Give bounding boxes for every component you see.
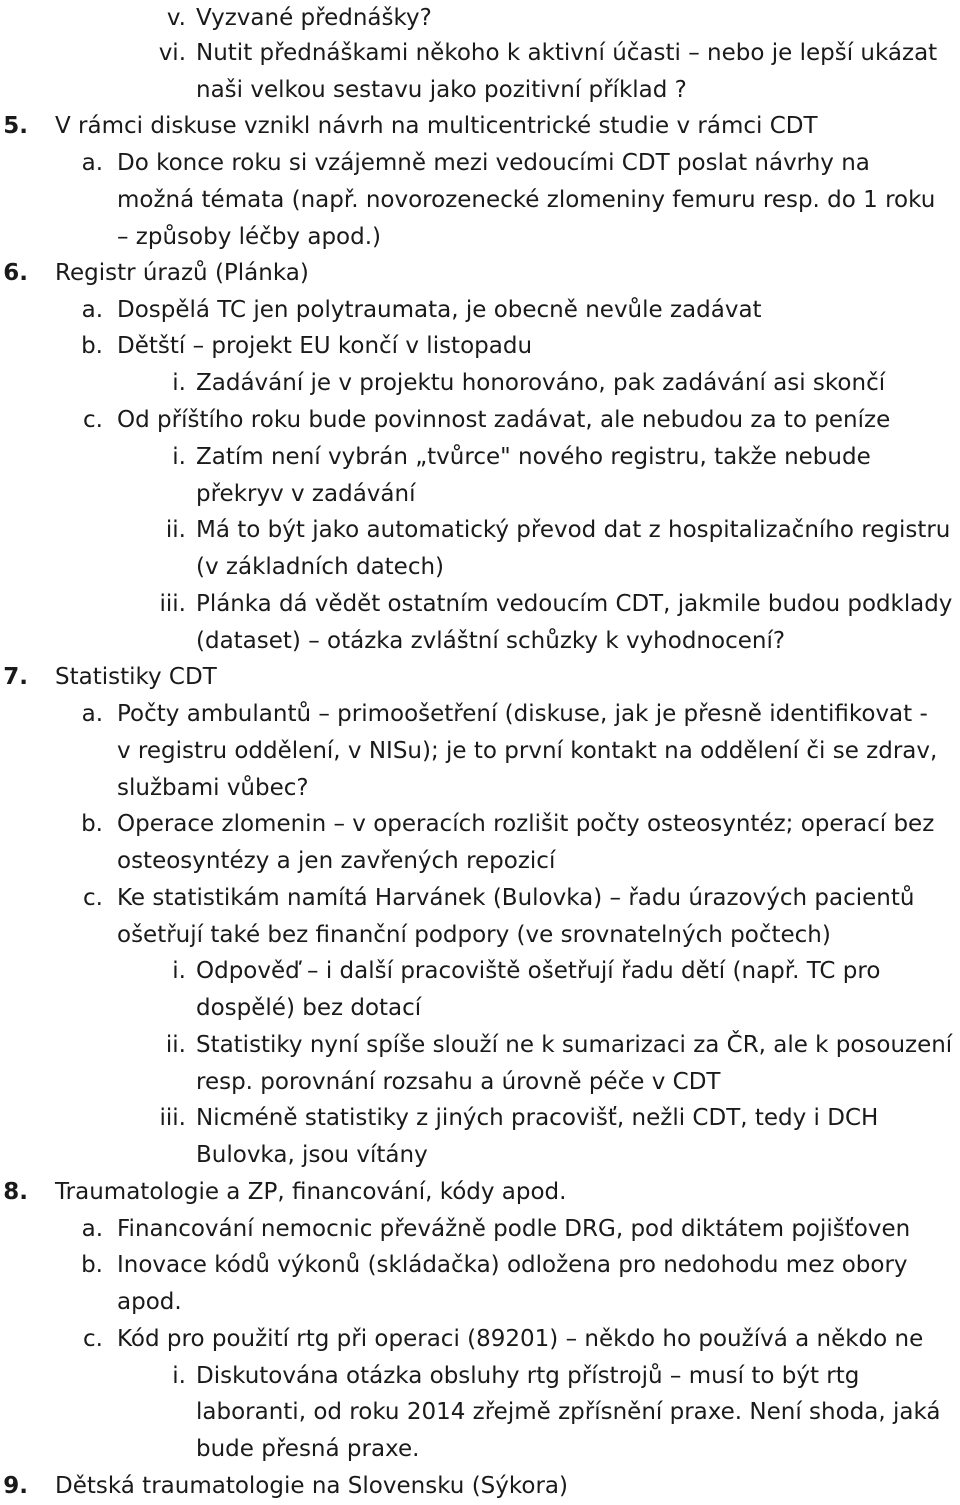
list-item-text: naši velkou sestavu jako pozitivní příklad ? [196, 77, 687, 103]
list-item-text: apod. [117, 1289, 182, 1315]
list-item-text: Má to být jako automatický převod dat z hospitalizačního registru [196, 517, 951, 543]
list-marker: c. [83, 1326, 103, 1352]
list-item-text: Do konce roku si vzájemně mezi vedoucími CDT poslat návrhy na [117, 150, 870, 176]
list-item-text: ošetřují také bez finanční podpory (ve srovnatelných počtech) [117, 922, 831, 948]
list-item-text: Diskutována otázka obsluhy rtg přístrojů – musí to být rtg [196, 1363, 860, 1389]
list-marker: b. [81, 1252, 103, 1278]
list-item-text: službami vůbec? [117, 775, 309, 801]
list-marker: i. [172, 370, 186, 396]
list-item-text: Zatím není vybrán „tvůrce" nového registru, takže nebude [196, 444, 871, 470]
list-item-text: Zadávání je v projektu honorováno, pak zadávání asi skončí [196, 370, 886, 396]
list-item-text: Počty ambulantů – primoošetření (diskuse, jak je přesně identifikovat - [117, 701, 928, 727]
list-item-text: Financování nemocnic převážně podle DRG, pod diktátem pojišťoven [117, 1216, 911, 1242]
list-item-text: (dataset) – otázka zvláštní schůzky k vyhodnocení? [196, 628, 786, 654]
list-item-text: překryv v zadávání [196, 481, 416, 507]
list-item-text: Od příštího roku bude povinnost zadávat, ale nebudou za to peníze [117, 407, 891, 433]
list-item-text: možná témata (např. novorozenecké zlomeniny femuru resp. do 1 roku [117, 187, 936, 213]
list-item-text: dospělé) bez dotací [196, 995, 422, 1021]
list-item-text: Ke statistikám namítá Harvánek (Bulovka) – řadu úrazových pacientů [117, 885, 915, 911]
list-item-text: (v základních datech) [196, 554, 445, 580]
list-marker: i. [172, 958, 186, 984]
list-item-text: Nutit přednáškami někoho k aktivní účasti – nebo je lepší ukázat [196, 40, 938, 66]
list-marker: iii. [159, 1105, 186, 1131]
list-item-text: Statistiky CDT [55, 664, 217, 690]
list-item-text: Vyzvané přednášky? [196, 5, 432, 31]
list-item-text: Registr úrazů (Plánka) [55, 260, 309, 286]
list-marker: b. [81, 811, 103, 837]
list-item-text: laboranti, od roku 2014 zřejmě zpřísnění praxe. Není shoda, jaká [196, 1399, 941, 1425]
list-marker: 6. [3, 260, 28, 286]
list-item-text: – způsoby léčby apod.) [117, 224, 381, 250]
list-item-text: V rámci diskuse vznikl návrh na multicentrické studie v rámci CDT [55, 113, 818, 139]
list-marker: 7. [3, 664, 28, 690]
list-item-text: Nicméně statistiky z jiných pracovišť, nežli CDT, tedy i DCH [196, 1105, 879, 1131]
list-marker: c. [83, 407, 103, 433]
list-item-text: Kód pro použití rtg při operaci (89201) – někdo ho používá a někdo ne [117, 1326, 924, 1352]
list-item-text: bude přesná praxe. [196, 1436, 420, 1462]
list-item-text: Plánka dá vědět ostatním vedoucím CDT, jakmile budou podklady [196, 591, 953, 617]
list-item-text: resp. porovnání rozsahu a úrovně péče v CDT [196, 1069, 721, 1095]
list-marker: i. [172, 444, 186, 470]
list-item-text: Statistiky nyní spíše slouží ne k sumarizaci za ČR, ale k posouzení [196, 1032, 953, 1058]
list-item-text: Dětští – projekt EU končí v listopadu [117, 333, 533, 359]
list-marker: a. [81, 701, 103, 727]
list-marker: 8. [3, 1179, 28, 1205]
list-item-text: Inovace kódů výkonů (skládačka) odložena pro nedohodu mez obory [117, 1252, 908, 1278]
list-marker: v. [166, 5, 186, 31]
list-item-text: Operace zlomenin – v operacích rozlišit počty osteosyntéz; operací bez [117, 811, 935, 837]
list-item-text: Dospělá TC jen polytraumata, je obecně nevůle zadávat [117, 297, 762, 323]
list-marker: vi. [158, 40, 186, 66]
list-marker: ii. [165, 1032, 186, 1058]
list-item-text: v registru oddělení, v NISu); je to první kontakt na oddělení či se zdrav, [117, 738, 938, 764]
list-item-text: Traumatologie a ZP, financování, kódy apod. [55, 1179, 567, 1205]
list-item-text: Bulovka, jsou vítány [196, 1142, 428, 1168]
list-marker: a. [81, 297, 103, 323]
list-marker: b. [81, 333, 103, 359]
list-marker: ii. [165, 517, 186, 543]
list-marker: a. [81, 150, 103, 176]
list-marker: 9. [3, 1473, 28, 1499]
list-marker: i. [172, 1363, 186, 1389]
list-item-text: Dětská traumatologie na Slovensku (Sýkora) [55, 1473, 568, 1499]
list-marker: c. [83, 885, 103, 911]
list-marker: iii. [159, 591, 186, 617]
list-marker: a. [81, 1216, 103, 1242]
list-marker: 5. [3, 113, 28, 139]
list-item-text: osteosyntézy a jen zavřených repozicí [117, 848, 556, 874]
list-item-text: Odpověď – i další pracoviště ošetřují řadu dětí (např. TC pro [196, 958, 881, 984]
